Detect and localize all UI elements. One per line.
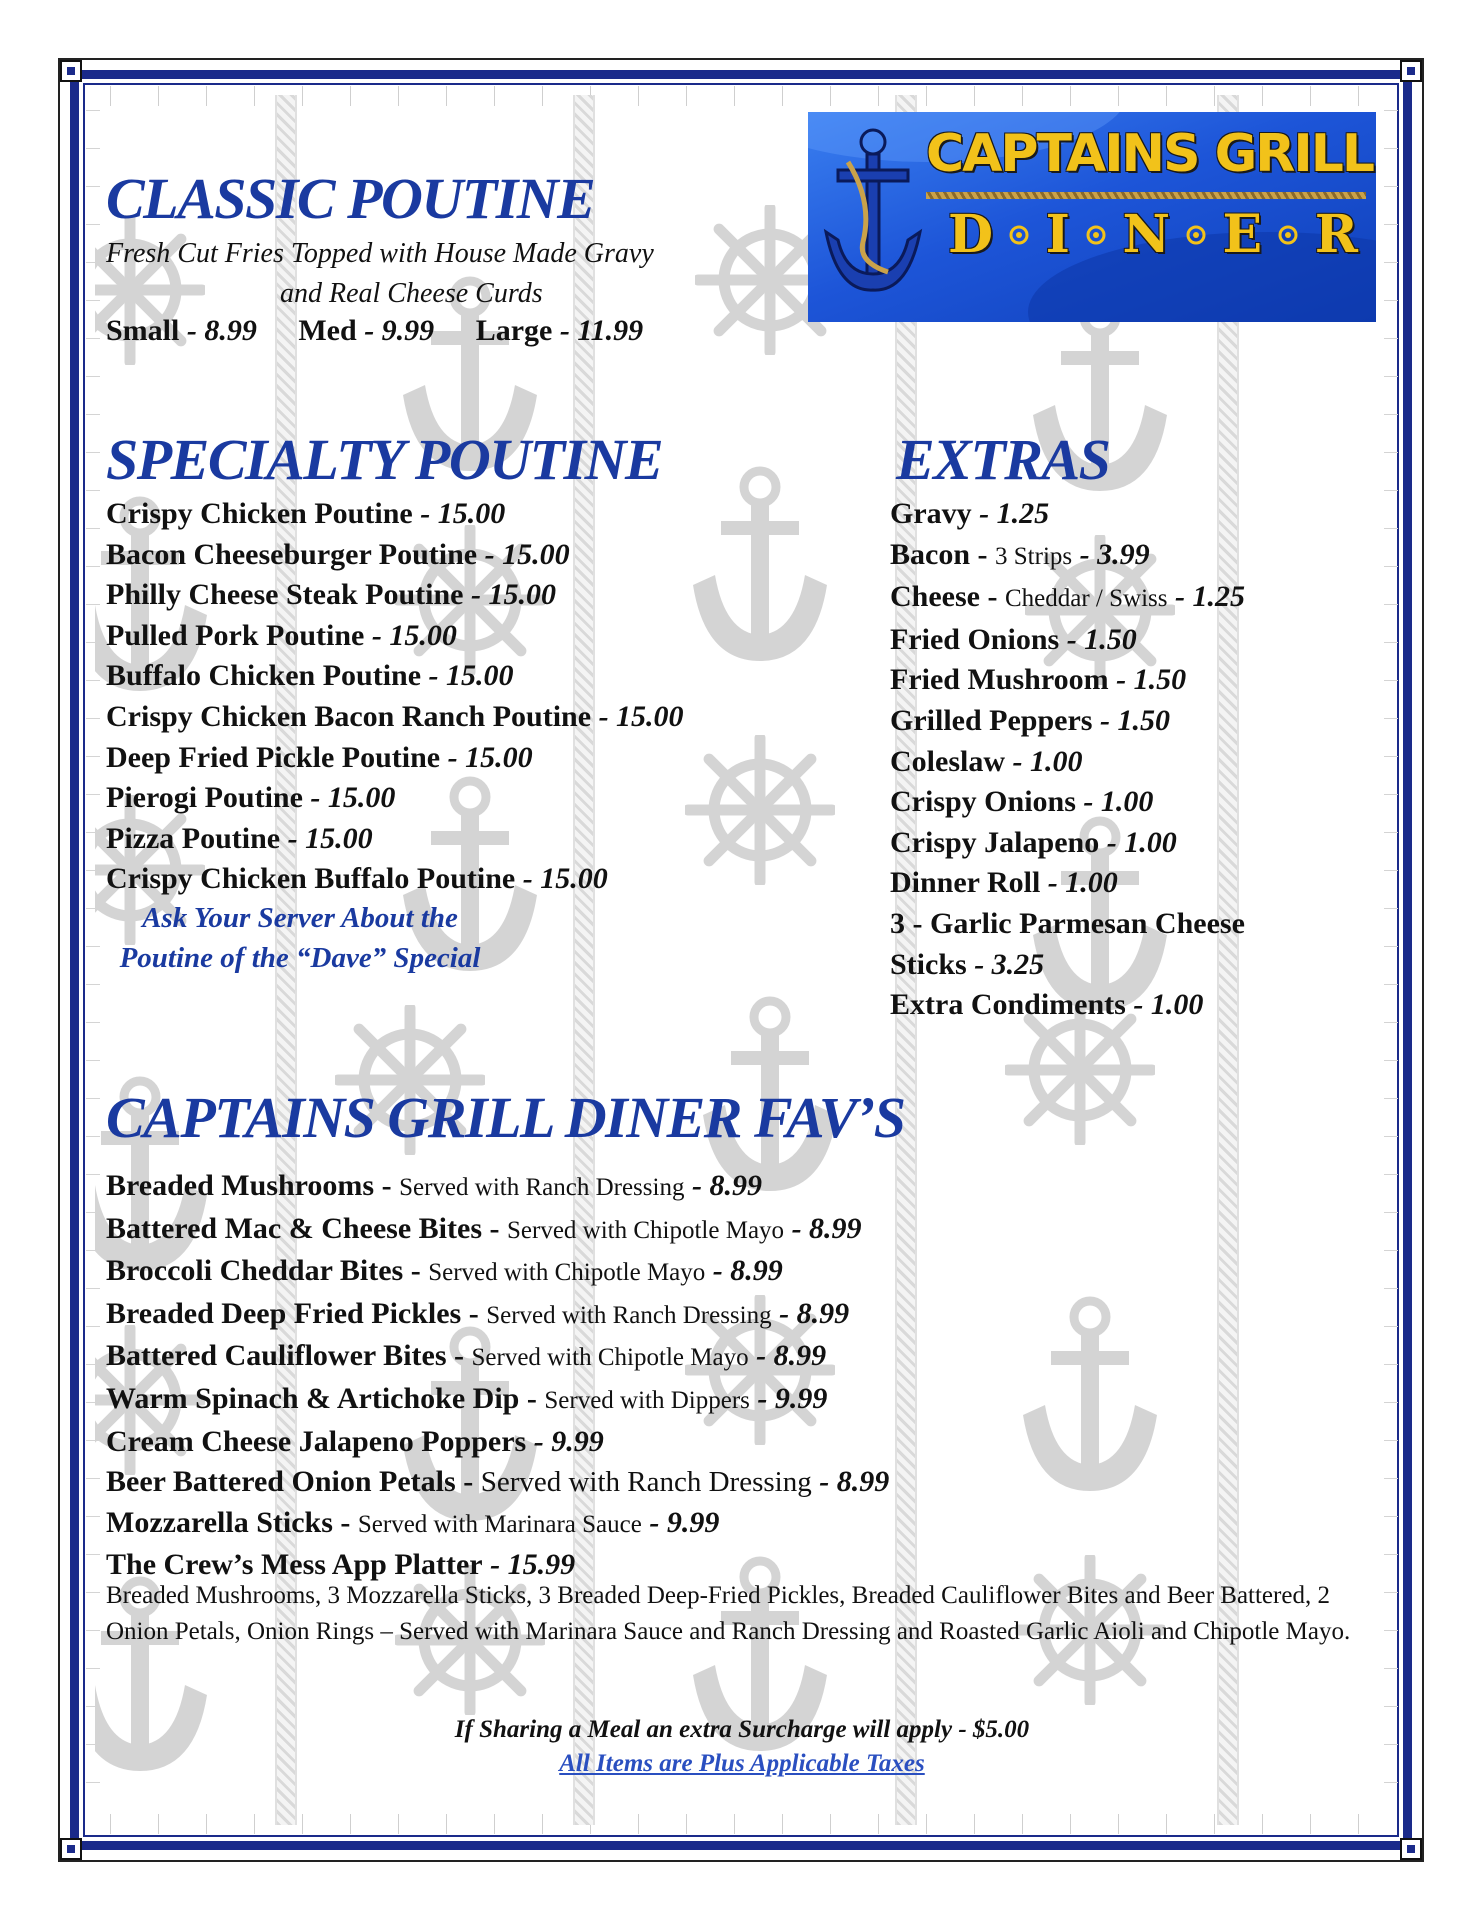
item-price: - 1.00 <box>1083 785 1154 819</box>
menu-item <box>106 1251 889 1294</box>
logo-letter: D <box>948 204 994 265</box>
item-price: - 1.00 <box>1133 988 1204 1022</box>
corner-ornament <box>60 1838 82 1860</box>
item-price: - 1.25 <box>1174 580 1245 614</box>
item-price: - 3.25 <box>974 947 1045 981</box>
item-name: Buffalo Chicken Poutine <box>106 659 422 693</box>
item-price: - 1.50 <box>1066 622 1137 656</box>
logo-letter: R <box>1314 204 1358 265</box>
size-option <box>298 314 434 347</box>
item-name: 3 - Garlic Parmesan Cheese <box>890 906 1245 940</box>
item-name: Dinner Roll <box>890 866 1041 900</box>
item-note: Served with Marinara Sauce <box>357 1510 642 1538</box>
item-name: Breaded Deep Fried Pickles <box>106 1296 462 1330</box>
captains-grill-logo <box>808 112 1376 322</box>
item-price: - 8.99 <box>791 1211 862 1245</box>
item-price: - 8.99 <box>779 1296 850 1330</box>
item-price: - 9.99 <box>649 1505 720 1539</box>
sharing-surcharge-note: If Sharing a Meal an extra Surcharge will apply - $5.00 <box>454 1716 1030 1743</box>
menu-item <box>890 577 1245 620</box>
item-note: Served with Chipotle Mayo <box>428 1259 706 1287</box>
item-price: - 15.00 <box>310 781 396 815</box>
item-name: Pierogi Poutine <box>106 781 303 815</box>
item-name: The Crew’s Mess App Platter <box>106 1548 483 1582</box>
classic-sizes <box>106 314 677 348</box>
item-name: Cream Cheese Jalapeno Poppers <box>106 1424 527 1458</box>
item-price: - 1.00 <box>1012 744 1083 778</box>
menu-item <box>106 1166 889 1209</box>
corner-ornament <box>60 60 82 82</box>
item-name: Philly Cheese Steak Poutine <box>106 578 464 612</box>
logo-title: CAPTAINS GRILL <box>926 124 1373 184</box>
item-name: Fried Onions <box>890 622 1060 656</box>
item-price: - 8.99 <box>691 1169 762 1202</box>
item-price: - 1.25 <box>979 497 1050 530</box>
item-name: Battered Cauliflower Bites <box>106 1339 447 1373</box>
menu-item <box>106 778 684 819</box>
size-price: - 8.99 <box>186 314 257 347</box>
item-price: - 8.99 <box>819 1465 890 1499</box>
separator: - <box>340 1505 351 1539</box>
item-note: Served with Dippers <box>544 1386 750 1414</box>
menu-item <box>890 701 1245 742</box>
item-name: Broccoli Cheddar Bites <box>106 1254 404 1288</box>
size-label: Large <box>475 314 553 347</box>
item-price: - 15.00 <box>471 578 556 612</box>
item-price: - 15.00 <box>287 821 373 855</box>
specialty-poutine-heading: SPECIALTY POUTINE <box>106 427 663 492</box>
logo-rope <box>926 192 1366 199</box>
item-name: Fried Mushroom <box>890 663 1109 697</box>
menu-item <box>106 1336 889 1379</box>
separator: - <box>468 1296 479 1330</box>
menu-item <box>890 535 1245 578</box>
item-name: Pulled Pork Poutine <box>106 618 365 652</box>
separator: - <box>410 1254 421 1288</box>
menu-item <box>106 616 684 657</box>
item-name: Crispy Chicken Bacon Ranch Poutine <box>106 699 592 733</box>
separator: - <box>463 1465 474 1499</box>
item-price: - 15.00 <box>420 497 506 530</box>
size-price: - 9.99 <box>364 314 435 347</box>
menu-item <box>106 575 684 616</box>
classic-poutine-heading: CLASSIC POUTINE <box>106 166 595 231</box>
ship-wheel-icon <box>1083 222 1109 248</box>
item-price: - 15.00 <box>484 537 570 571</box>
size-option <box>106 314 257 347</box>
size-option <box>476 314 643 347</box>
item-price: - 15.00 <box>371 618 457 652</box>
separator: - <box>489 1211 500 1245</box>
item-price: - 15.99 <box>490 1548 576 1582</box>
logo-letter: I <box>1045 204 1070 265</box>
item-price: - 15.00 <box>447 740 533 774</box>
item-price: - 15.00 <box>428 659 514 693</box>
tax-note-link[interactable]: All Items are Plus Applicable Taxes <box>559 1750 925 1777</box>
menu-item <box>106 697 684 738</box>
separator: - <box>381 1169 392 1202</box>
favs-heading: CAPTAINS GRILL DINER FAV’S <box>106 1085 905 1150</box>
platter-description: Breaded Mushrooms, 3 Mozzarella Sticks, 3 Breaded Deep-Fried Pickles, Breaded Cauliflower Bites and Beer Battered, 2 Onion Petals, Onion Rings – Served with Marinara Sauce and Ranch Dressing and Roasted Garlic Aioli and Chipotle Mayo. <box>106 1582 1351 1645</box>
item-price: - 9.99 <box>757 1381 828 1415</box>
menu-item <box>890 742 1245 783</box>
menu-item <box>890 985 1245 1026</box>
menu-item <box>106 738 684 779</box>
item-name: Bacon Cheeseburger Poutine <box>106 537 478 571</box>
ask-line: Poutine of the “Dave” Special <box>119 942 481 974</box>
item-name: Crispy Jalapeno <box>890 825 1100 859</box>
item-price: - 15.00 <box>598 699 684 733</box>
item-note: Served with Ranch Dressing <box>480 1466 812 1499</box>
separator: - <box>987 580 998 614</box>
item-price: - 8.99 <box>756 1339 827 1373</box>
anchor-icon <box>818 122 928 302</box>
item-name: Cheese <box>890 580 980 614</box>
item-name: Deep Fried Pickle Poutine <box>106 740 441 774</box>
menu-item <box>106 1209 889 1252</box>
menu-item <box>106 1422 889 1463</box>
extras-list <box>890 494 1245 1026</box>
separator: - <box>977 537 988 571</box>
item-price: - 8.99 <box>712 1254 783 1288</box>
menu-item <box>106 1379 889 1422</box>
menu-item <box>890 945 1245 986</box>
item-name: Warm Spinach & Artichoke Dip <box>106 1381 520 1415</box>
menu-item <box>890 620 1245 661</box>
item-name: Sticks <box>890 947 967 981</box>
item-note: Served with Chipotle Mayo <box>507 1216 785 1244</box>
item-price: - 1.50 <box>1099 703 1170 737</box>
menu-item <box>890 660 1245 701</box>
ship-wheel-icon <box>685 735 835 885</box>
dave-special-note <box>100 898 500 978</box>
corner-ornament <box>1400 1838 1422 1860</box>
item-name: Extra Condiments <box>890 988 1126 1022</box>
menu-item <box>106 1294 889 1337</box>
anchor-icon <box>1015 1295 1165 1495</box>
anchor-icon <box>685 465 835 665</box>
menu-item <box>106 819 684 860</box>
item-name: Crispy Onions <box>890 785 1076 819</box>
item-price: - 1.00 <box>1106 825 1177 859</box>
menu-item <box>106 859 684 900</box>
classic-description-line2: and Real Cheese Curds <box>280 278 543 309</box>
corner-ornament <box>1400 60 1422 82</box>
item-name: Beer Battered Onion Petals <box>106 1465 456 1499</box>
menu-item <box>106 1503 889 1546</box>
size-label: Small <box>106 314 180 347</box>
menu-item <box>890 904 1245 945</box>
logo-letter: E <box>1222 204 1263 265</box>
item-price: - 15.00 <box>522 862 608 896</box>
menu-item <box>890 863 1245 904</box>
menu-item <box>890 782 1245 823</box>
ship-wheel-icon <box>1275 222 1301 248</box>
separator: - <box>526 1381 537 1415</box>
item-note: Served with Ranch Dressing <box>399 1174 685 1201</box>
ask-line: Ask Your Server About the <box>142 902 458 934</box>
item-price: - 3.99 <box>1079 537 1150 571</box>
item-note: Cheddar / Swiss <box>1004 585 1168 613</box>
extras-heading: EXTRAS <box>896 427 1110 492</box>
menu-item <box>106 535 684 576</box>
item-name: Crispy Chicken Poutine <box>106 497 413 530</box>
menu-item <box>106 494 684 535</box>
menu-item <box>890 823 1245 864</box>
classic-description-line1: Fresh Cut Fries Topped with House Made Gravy <box>106 238 654 269</box>
item-note: Served with Chipotle Mayo <box>471 1344 749 1372</box>
favs-list <box>106 1166 889 1586</box>
item-name: Coleslaw <box>890 744 1005 778</box>
logo-subtitle <box>948 204 1358 265</box>
menu-item <box>890 494 1245 535</box>
ship-wheel-icon <box>1183 222 1209 248</box>
item-price: - 9.99 <box>533 1424 604 1458</box>
item-name: Grilled Peppers <box>890 703 1093 737</box>
menu-item <box>106 656 684 697</box>
menu-item <box>106 1462 889 1503</box>
item-name: Mozzarella Sticks <box>106 1505 333 1539</box>
item-name: Pizza Poutine <box>106 821 281 855</box>
item-name: Bacon <box>890 537 971 571</box>
ship-wheel-icon <box>1006 222 1032 248</box>
item-name: Battered Mac & Cheese Bites <box>106 1211 482 1245</box>
item-note: 3 Strips <box>995 542 1073 570</box>
item-note: Served with Ranch Dressing <box>486 1301 772 1329</box>
size-price: - 11.99 <box>559 314 644 347</box>
item-name: Gravy <box>890 497 972 530</box>
item-price: - 1.00 <box>1047 866 1118 900</box>
specialty-poutine-list <box>106 494 684 900</box>
item-price: - 1.50 <box>1116 663 1187 697</box>
logo-letter: N <box>1122 204 1171 265</box>
item-name: Crispy Chicken Buffalo Poutine <box>106 862 516 896</box>
separator: - <box>454 1339 465 1373</box>
item-name: Breaded Mushrooms <box>106 1169 375 1202</box>
size-label: Med <box>298 314 357 347</box>
